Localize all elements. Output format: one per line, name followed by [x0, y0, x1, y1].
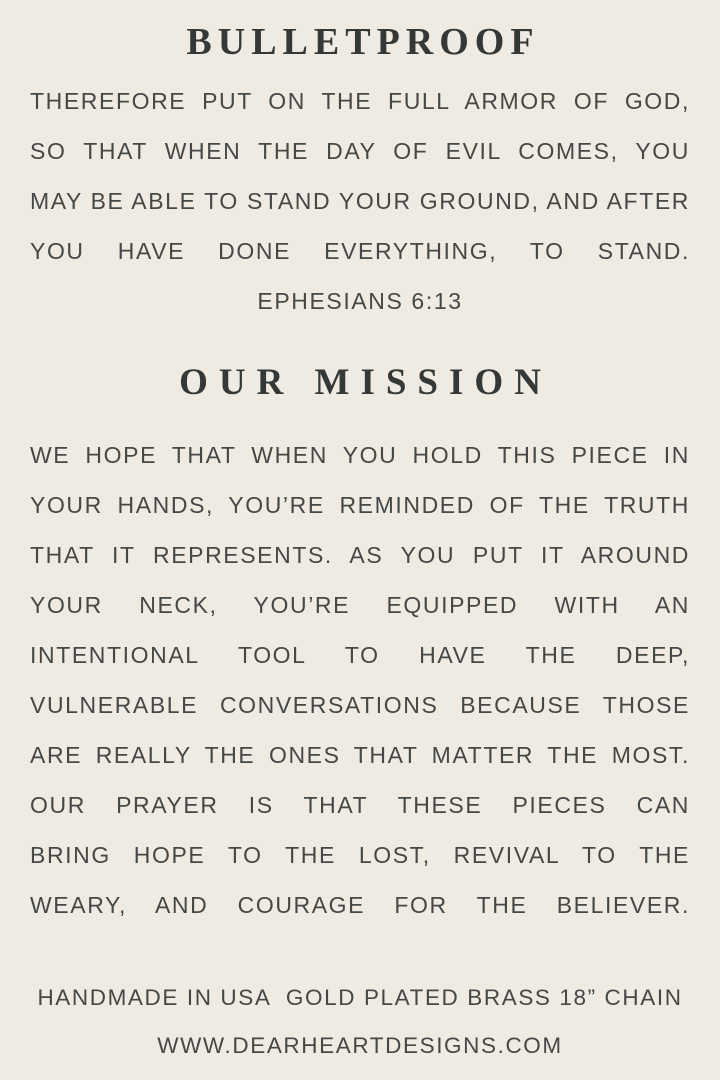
mission-line: WEARY, AND COURAGE FOR THE BELIEVER. [30, 892, 690, 918]
mission-heading: OUR MISSION [179, 362, 552, 403]
scripture-line: YOU HAVE DONE EVERYTHING, TO STAND. [30, 238, 690, 264]
website-url: WWW.DEARHEARTDESIGNS.COM [157, 1033, 563, 1058]
scripture-line: SO THAT WHEN THE DAY OF EVIL COMES, YOU [30, 138, 690, 164]
mission-line: VULNERABLE CONVERSATIONS BECAUSE THOSE [30, 692, 690, 718]
scripture-line: MAY BE ABLE TO STAND YOUR GROUND, AND AFTER [30, 188, 690, 214]
mission-line: INTENTIONAL TOOL TO HAVE THE DEEP, [30, 642, 690, 668]
mission-paragraph [30, 430, 690, 930]
mission-line: THAT IT REPRESENTS. AS YOU PUT IT AROUND [30, 542, 690, 568]
mission-line: ARE REALLY THE ONES THAT MATTER THE MOST. [30, 742, 690, 768]
mission-line: YOUR HANDS, YOU’RE REMINDED OF THE TRUTH [30, 492, 690, 518]
footer [30, 974, 690, 1070]
mission-line: BRING HOPE TO THE LOST, REVIVAL TO THE [30, 842, 690, 868]
mission-line: WE HOPE THAT WHEN YOU HOLD THIS PIECE IN [30, 442, 690, 468]
scripture-paragraph [30, 76, 690, 326]
product-title: BULLETPROOF [186, 21, 540, 63]
mission-line: YOUR NECK, YOU’RE EQUIPPED WITH AN [30, 592, 690, 618]
scripture-reference: EPHESIANS 6:13 [257, 288, 463, 314]
scripture-line: THEREFORE PUT ON THE FULL ARMOR OF GOD, [30, 88, 690, 114]
materials-info: HANDMADE IN USA GOLD PLATED BRASS 18” CHAIN [37, 985, 683, 1010]
mission-line: OUR PRAYER IS THAT THESE PIECES CAN [30, 792, 690, 818]
